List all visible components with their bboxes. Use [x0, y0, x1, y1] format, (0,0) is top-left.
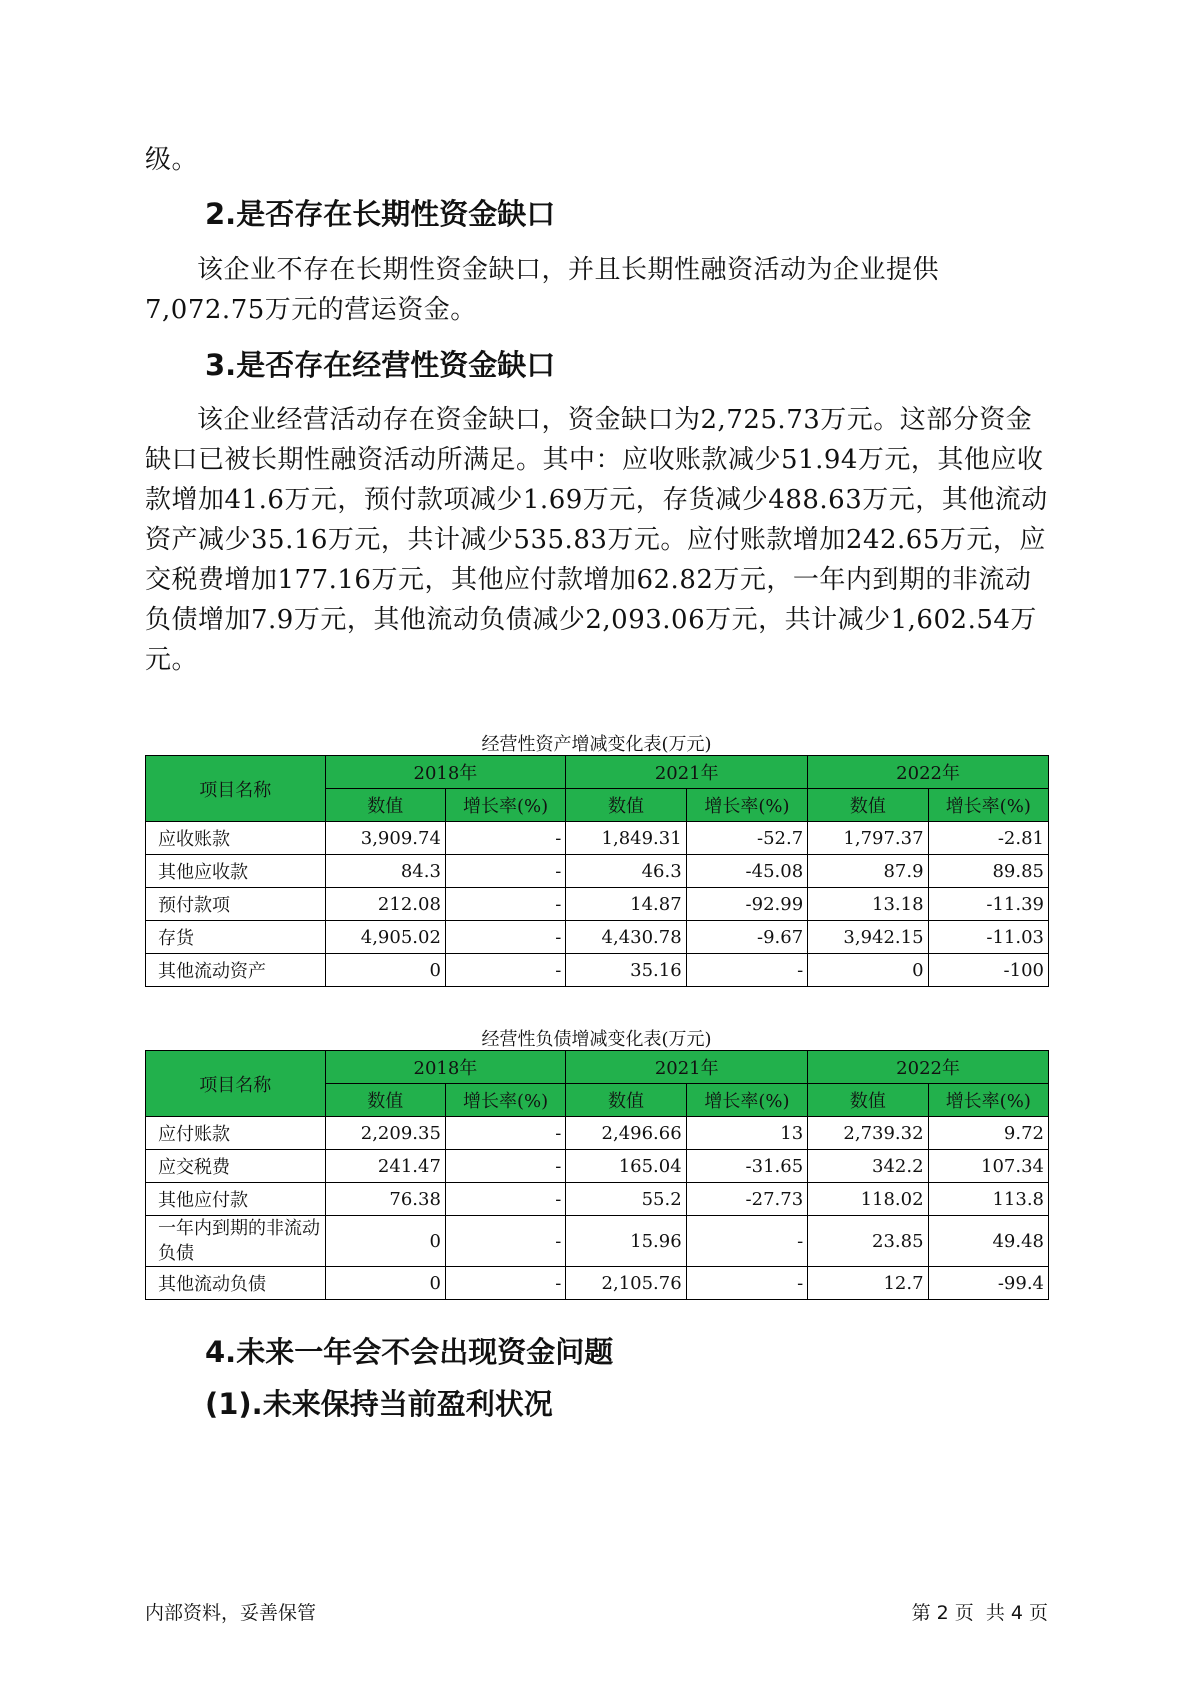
row-item-name: 应付账款 [146, 1117, 326, 1150]
row-item-name: 应交税费 [146, 1150, 326, 1183]
value-cell: 4,430.78 [566, 921, 686, 954]
row-item-name: 其他应收款 [146, 855, 326, 888]
value-cell: 12.7 [808, 1267, 928, 1300]
value-cell: 46.3 [566, 855, 686, 888]
row-item-name: 存货 [146, 921, 326, 954]
paragraph-long-term-gap: 该企业不存在长期性资金缺口，并且长期性融资活动为企业提供7,072.75万元的营运资金。 [145, 255, 940, 325]
table1-item-header: 项目名称 [146, 756, 326, 822]
growth-rate-cell: - [445, 1117, 565, 1150]
table2-caption: 经营性负债增减变化表(万元) [481, 1029, 712, 1050]
growth-rate-cell: -99.4 [928, 1267, 1048, 1300]
value-cell: 342.2 [808, 1150, 928, 1183]
growth-rate-cell: -11.03 [928, 921, 1048, 954]
section-heading-4: 4.未来一年会不会出现资金问题 [205, 1335, 614, 1369]
table1-sub-value: 数值 [566, 789, 686, 822]
growth-rate-cell: 9.72 [928, 1117, 1048, 1150]
value-cell: 15.96 [566, 1216, 686, 1267]
table-row [146, 888, 1049, 921]
value-cell: 87.9 [808, 855, 928, 888]
growth-rate-cell: -27.73 [686, 1183, 807, 1216]
value-cell: 3,909.74 [325, 822, 445, 855]
row-item-name: 预付款项 [146, 888, 326, 921]
table2-sub-growth: 增长率(%) [686, 1084, 807, 1117]
table-row [146, 1216, 1049, 1267]
row-item-name: 应收账款 [146, 822, 326, 855]
value-cell: 13.18 [808, 888, 928, 921]
row-item-name: 其他流动资产 [146, 954, 326, 987]
value-cell: 2,209.35 [325, 1117, 445, 1150]
value-cell: 2,496.66 [566, 1117, 686, 1150]
table-row [146, 855, 1049, 888]
value-cell: 212.08 [325, 888, 445, 921]
growth-rate-cell: - [445, 1150, 565, 1183]
growth-rate-cell: 107.34 [928, 1150, 1048, 1183]
table2-body [146, 1051, 1049, 1300]
paragraph-operating-gap: 该企业经营活动存在资金缺口，资金缺口为2,725.73万元。这部分资金缺口已被长期性融资活动所满足。其中：应收账款减少51.94万元，其他应收款增加41.6万元，预付款项减少1.69万元，存货减少488.63万元，其他流动资产减少35.16万元，共计减少535.83万元。应付账款增加242.65万元，应交税费增加177.16万元，其他应付款增加62.82万元，一年内到期的非流动负债增加7.9万元，其他流动负债减少2,093.06万元，共计减少1,602.54万元。 [145, 405, 1048, 675]
table1-header-row-years [146, 756, 1049, 789]
growth-rate-cell: - [686, 1267, 807, 1300]
growth-rate-cell: - [445, 822, 565, 855]
table1-sub-growth: 增长率(%) [445, 789, 565, 822]
table1-sub-growth: 增长率(%) [928, 789, 1048, 822]
table1-year-2021: 2021年 [566, 756, 808, 789]
growth-rate-cell: -2.81 [928, 822, 1048, 855]
table1-year-2022: 2022年 [808, 756, 1049, 789]
value-cell: 0 [808, 954, 928, 987]
table-row [146, 822, 1049, 855]
table1-sub-value: 数值 [325, 789, 445, 822]
table1-body [146, 756, 1049, 987]
growth-rate-cell: - [445, 1216, 565, 1267]
value-cell: 4,905.02 [325, 921, 445, 954]
value-cell: 241.47 [325, 1150, 445, 1183]
section-heading-2: 2.是否存在长期性资金缺口 [205, 197, 556, 231]
subsection-heading-4-1: (1).未来保持当前盈利状况 [205, 1387, 553, 1421]
growth-rate-cell: -11.39 [928, 888, 1048, 921]
table2-header-row-years [146, 1051, 1049, 1084]
growth-rate-cell: - [445, 1267, 565, 1300]
growth-rate-cell: 49.48 [928, 1216, 1048, 1267]
value-cell: 23.85 [808, 1216, 928, 1267]
value-cell: 0 [325, 1216, 445, 1267]
table2-year-2022: 2022年 [808, 1051, 1049, 1084]
table2-item-header: 项目名称 [146, 1051, 326, 1117]
growth-rate-cell: 89.85 [928, 855, 1048, 888]
footer-page-number: 第 2 页 共 4 页 [911, 1602, 1048, 1624]
liabilities-change-table [145, 1050, 1049, 1300]
table2-sub-value: 数值 [808, 1084, 928, 1117]
table2-sub-value: 数值 [325, 1084, 445, 1117]
assets-change-table [145, 755, 1049, 987]
table2-sub-growth: 增长率(%) [928, 1084, 1048, 1117]
row-item-name: 其他应付款 [146, 1183, 326, 1216]
table-row [146, 1267, 1049, 1300]
growth-rate-cell: - [445, 954, 565, 987]
growth-rate-cell: -9.67 [686, 921, 807, 954]
growth-rate-cell: - [686, 1216, 807, 1267]
section-heading-3: 3.是否存在经营性资金缺口 [205, 348, 556, 382]
value-cell: 14.87 [566, 888, 686, 921]
growth-rate-cell: - [445, 921, 565, 954]
row-item-name: 一年内到期的非流动负债 [146, 1216, 326, 1267]
growth-rate-cell: - [445, 855, 565, 888]
value-cell: 2,739.32 [808, 1117, 928, 1150]
growth-rate-cell: - [445, 1183, 565, 1216]
growth-rate-cell: 13 [686, 1117, 807, 1150]
growth-rate-cell: -92.99 [686, 888, 807, 921]
value-cell: 76.38 [325, 1183, 445, 1216]
table1-sub-growth: 增长率(%) [686, 789, 807, 822]
table2-year-2018: 2018年 [325, 1051, 566, 1084]
value-cell: 35.16 [566, 954, 686, 987]
value-cell: 118.02 [808, 1183, 928, 1216]
value-cell: 2,105.76 [566, 1267, 686, 1300]
table-row [146, 954, 1049, 987]
value-cell: 3,942.15 [808, 921, 928, 954]
value-cell: 0 [325, 1267, 445, 1300]
footer-confidential-note: 内部资料，妥善保管 [145, 1602, 317, 1624]
table2-year-2021: 2021年 [566, 1051, 808, 1084]
table-row [146, 1150, 1049, 1183]
value-cell: 0 [325, 954, 445, 987]
table1-year-2018: 2018年 [325, 756, 566, 789]
table2-sub-value: 数值 [566, 1084, 686, 1117]
growth-rate-cell: - [445, 888, 565, 921]
value-cell: 1,849.31 [566, 822, 686, 855]
value-cell: 1,797.37 [808, 822, 928, 855]
table-row [146, 1117, 1049, 1150]
growth-rate-cell: 113.8 [928, 1183, 1048, 1216]
growth-rate-cell: -45.08 [686, 855, 807, 888]
growth-rate-cell: -100 [928, 954, 1048, 987]
growth-rate-cell: - [686, 954, 807, 987]
intro-tail-text: 级。 [145, 145, 199, 175]
row-item-name: 其他流动负债 [146, 1267, 326, 1300]
value-cell: 84.3 [325, 855, 445, 888]
table1-sub-value: 数值 [808, 789, 928, 822]
table-row [146, 921, 1049, 954]
value-cell: 165.04 [566, 1150, 686, 1183]
table2-sub-growth: 增长率(%) [445, 1084, 565, 1117]
table-row [146, 1183, 1049, 1216]
growth-rate-cell: -31.65 [686, 1150, 807, 1183]
value-cell: 55.2 [566, 1183, 686, 1216]
table1-caption: 经营性资产增减变化表(万元) [481, 734, 712, 755]
growth-rate-cell: -52.7 [686, 822, 807, 855]
